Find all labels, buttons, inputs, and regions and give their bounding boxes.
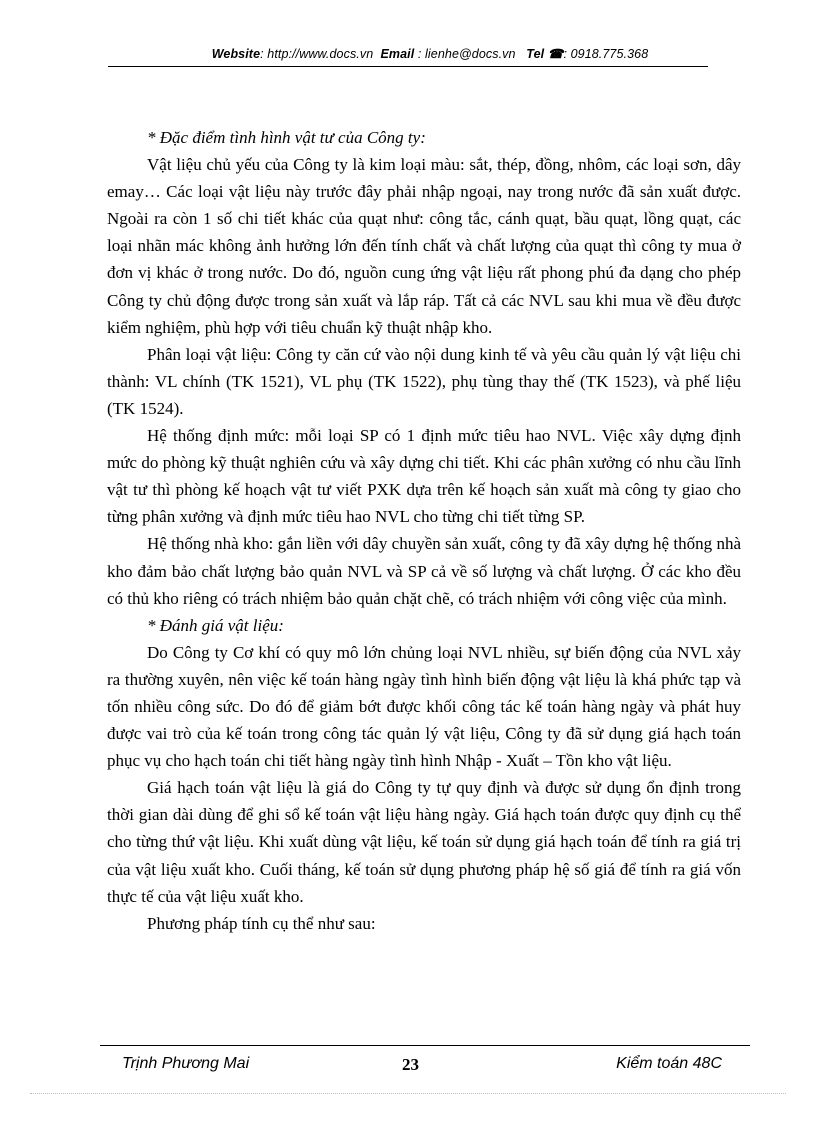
website-label: Website <box>211 47 261 61</box>
paragraph-accounting-price: Giá hạch toán vật liệu là giá do Công ty tự quy định và được sử dụng ổn định trong thời gian dài dùng để ghi sổ kế toán vật liệu hàng ngày. Giá hạch toán được quy định cụ thể cho từng thứ vật liệu. Khi xuất dùng vật liệu, kế toán sử dụng giá hạch toán để tính ra giá trị của vật liệu xuất kho. Cuối tháng, kế toán sử dụng phương pháp hệ số giá để tính ra giá vốn thực tế của vật liệu xuất kho. <box>107 778 741 906</box>
paragraph-norms: Hệ thống định mức: mỗi loại SP có 1 định mức tiêu hao NVL. Việc xây dựng định mức do phòng kỹ thuật nghiên cứu và xây dựng chi tiết. Khi các phân xưởng có nhu cầu lĩnh vật tư thì phòng kế hoạch vật tư viết PXK dựa trên kế hoạch sản xuất mà công ty giao cho từng phân xưởng và định mức tiêu hao NVL cho từng chi tiết từng SP. <box>107 426 741 527</box>
section-heading-materials: * Đặc điểm tình hình vật tư của Công ty: <box>147 128 426 147</box>
footer-course: Kiểm toán 48C <box>616 1055 722 1072</box>
paragraph-warehouse: Hệ thống nhà kho: gắn liền với dây chuyền sản xuất, công ty đã xây dựng hệ thống nhà kho đảm bảo chất lượng bảo quản NVL và SP cả về số lượng và chất lượng. Ở các kho đều có thủ kho riêng có trách nhiệm bảo quản chặt chẽ, có trách nhiệm với công việc của mình. <box>107 534 741 608</box>
page-header <box>100 46 760 61</box>
website-value: : http://www.docs.vn <box>260 47 374 61</box>
page-number: 23 <box>402 1055 419 1074</box>
tel-value: : 0918.775.368 <box>563 47 649 61</box>
document-body <box>107 124 741 937</box>
header-divider <box>108 66 708 67</box>
footer-author: Trịnh Phương Mai <box>122 1055 250 1072</box>
paragraph-materials: Vật liệu chủ yếu của Công ty là kim loại màu: sắt, thép, đồng, nhôm, các loại sơn, dây emay… Các loại vật liệu này trước đây phải nhập ngoại, nay trong nước đã sản xuất được. Ngoài ra còn 1 số chi tiết khác của quạt như: công tắc, cánh quạt, bầu quạt, lồng quạt, các loại nhãn mác không ảnh hưởng lớn đến tính chất và chất lượng của quạt thì công ty mua ở đơn vị khác ở trong nước. Do đó, nguồn cung ứng vật liệu rất phong phú đa dạng cho phép Công ty chủ động được trong sản xuất và lắp ráp. Tất cả các NVL sau khi mua về đều được kiểm nghiệm, phù hợp với tiêu chuẩn kỹ thuật nhập kho. <box>107 155 741 337</box>
paragraph-classification: Phân loại vật liệu: Công ty căn cứ vào nội dung kinh tế và yêu cầu quản lý vật liệu chi thành: VL chính (TK 1521), VL phụ (TK 1522), phụ tùng thay thế (TK 1523), và phế liệu (TK 1524). <box>107 344 741 418</box>
paragraph-valuation: Do Công ty Cơ khí có quy mô lớn chủng loại NVL nhiều, sự biến động của NVL xảy ra thường xuyên, nên việc kế toán hàng ngày tình hình biến động vật liệu là khá phức tạp và tốn nhiều công sức. Do đó để giảm bớt được khối công tác kế toán hàng ngày và phát huy được vai trò của kế toán trong công tác quản lý vật liệu, Công ty đã sử dụng giá hạch toán phục vụ cho hạch toán chi tiết hàng ngày tình hình Nhập - Xuất – Tồn kho vật liệu. <box>107 642 741 771</box>
email-value: : lienhe@docs.vn <box>417 47 516 61</box>
paragraph-method: Phương pháp tính cụ thể như sau: <box>147 913 376 933</box>
phone-icon: ☎ <box>547 47 564 61</box>
section-heading-valuation: * Đánh giá vật liệu: <box>147 615 284 635</box>
footer-divider <box>100 1045 750 1046</box>
page-bottom-border <box>30 1093 786 1094</box>
email-label: Email <box>380 47 415 61</box>
page-footer <box>122 1055 722 1079</box>
tel-label: Tel <box>526 47 545 61</box>
